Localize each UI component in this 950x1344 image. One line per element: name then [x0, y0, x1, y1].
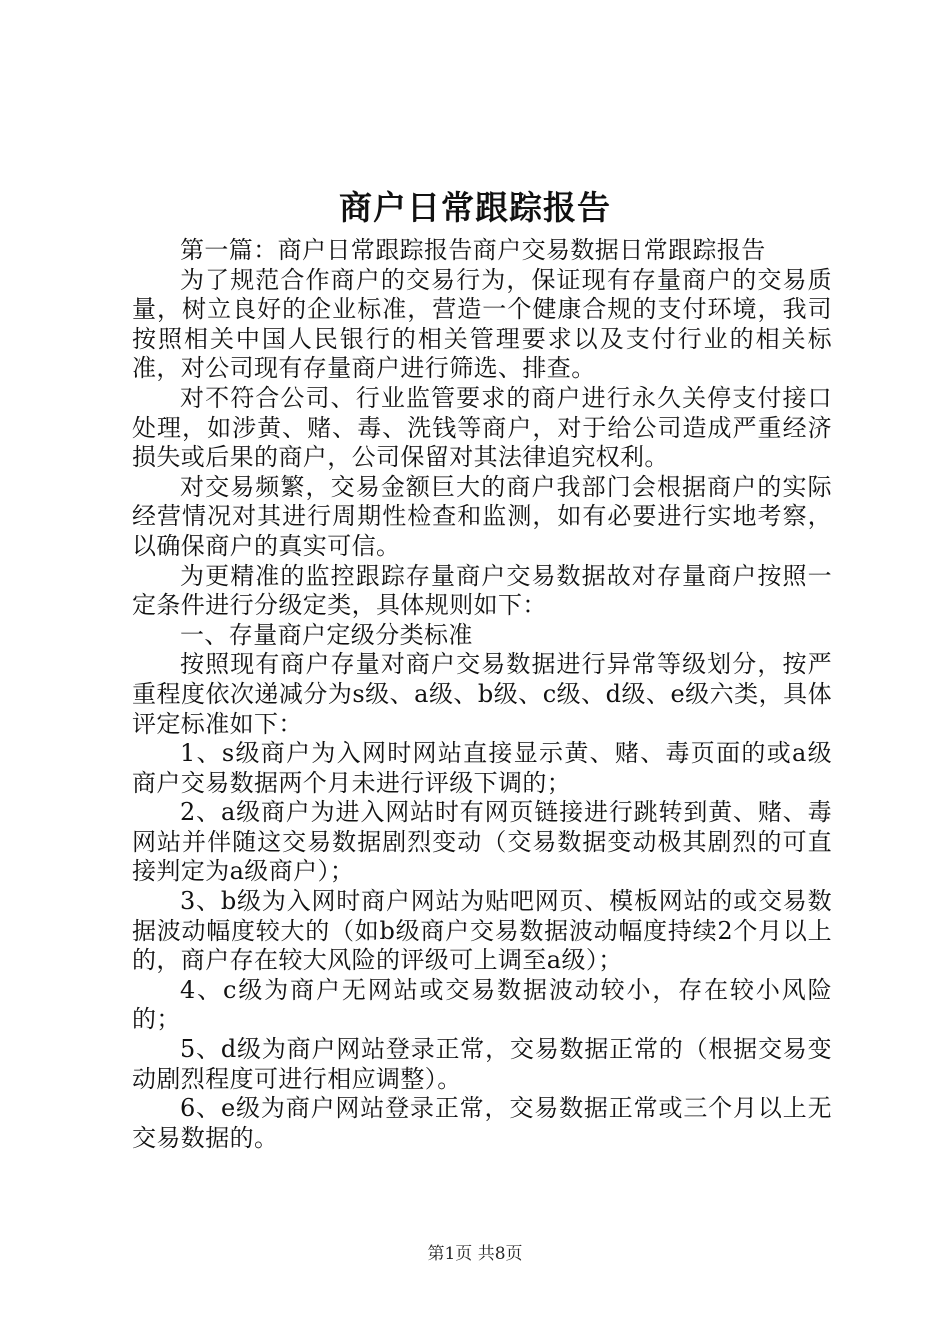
rule-c-level: 4、c级为商户无网站或交易数据波动较小，存在较小风险的；: [132, 975, 832, 1034]
paragraph-1: 第一篇：商户日常跟踪报告商户交易数据日常跟踪报告: [180, 236, 766, 264]
rule-e-level: 6、e级为商户网站登录正常，交易数据正常或三个月以上无交易数据的。: [132, 1094, 832, 1152]
paragraph-4: 对交易频繁，交易金额巨大的商户我部门会根据商户的实际经营情况对其进行周期性检查和监测，如有必要进行实地考察，以确保商户的真实可信。: [132, 472, 832, 560]
rule-b-level: 3、b级为入网时商户网站为贴吧网页、模板网站的或交易数据波动幅度较大的（如b级商户交易数据波动幅度持续2个月以上的，商户存在较大风险的评级可上调至a级）；: [132, 887, 832, 975]
document-body: [132, 236, 832, 1153]
rule-s-level: 1、s级商户为入网时网站直接显示黄、赌、毒页面的或a级商户交易数据两个月未进行评级下调的；: [132, 739, 832, 797]
paragraph-5: 为更精准的监控跟踪存量商户交易数据故对存量商户按照一定条件进行分级定类，具体规则如下：: [132, 561, 832, 620]
paragraph-3: 对不符合公司、行业监管要求的商户进行永久关停支付接口处理，如涉黄、赌、毒、洗钱等商户，对于给公司造成严重经济损失或后果的商户，公司保留对其法律追究权利。: [132, 383, 832, 472]
section-heading: 一、存量商户定级分类标准: [180, 620, 473, 649]
page-number: 第1页 共8页: [427, 1244, 523, 1264]
rule-a-level: 2、a级商户为进入网站时有网页链接进行跳转到黄、赌、毒网站并伴随这交易数据剧烈变动（交易数据变动极其剧烈的可直接判定为a级商户）；: [132, 798, 832, 886]
document-title: 商户日常跟踪报告: [339, 188, 611, 227]
rule-d-level: 5、d级为商户网站登录正常，交易数据正常的（根据交易变动剧烈程度可进行相应调整）。: [132, 1035, 832, 1093]
paragraph-7: 按照现有商户存量对商户交易数据进行异常等级划分，按严重程度依次递减分为s级、a级、b级、c级、d级、e级六类，具体评定标准如下：: [132, 650, 832, 738]
paragraph-2: 为了规范合作商户的交易行为，保证现有存量商户的交易质量，树立良好的企业标准，营造一个健康合规的支付环境，我司按照相关中国人民银行的相关管理要求以及支付行业的相关标准，对公司现有存量商户进行筛选、排查。: [132, 265, 832, 383]
